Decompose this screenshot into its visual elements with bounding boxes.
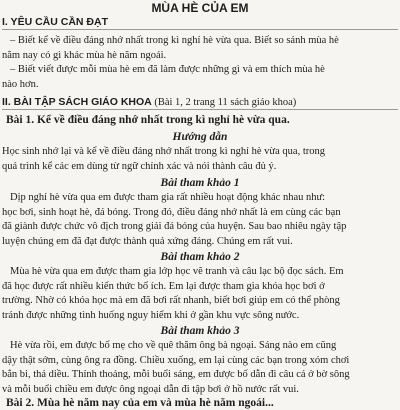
guide-heading: Hướng dẫn	[172, 131, 228, 143]
section-2-heading-text: II. BÀI TẬP SÁCH GIÁO KHOA	[2, 96, 152, 108]
text-line: – Biết kể về điều đáng nhớ nhất trong kì nghỉ hè vừa qua. Biết so sánh mùa hè	[10, 35, 339, 46]
text-line: trường. Nhờ có khóa học mà em đã bơi rất nhanh, biết bơi giúp em có thể phòng	[2, 295, 340, 306]
section-divider	[2, 109, 398, 110]
section-1-heading-text: I. YÊU CẦU CẦN ĐẠT	[2, 16, 108, 28]
text-line: đã học được rất nhiều kiến thức bổ ích. Em lại được tham gia khóa học bơi ở	[2, 280, 325, 292]
text-line: Học sinh nhớ lại và kể về điều đáng nhớ nhất trong kì nghỉ hè vừa qua, trong	[2, 146, 325, 157]
exercise-2-heading: Bài 2. Mùa hè năm nay của em và mùa hè năm ngoái...	[6, 397, 274, 409]
section-2-heading-note: (Bài 1, 2 trang 11 sách giáo khoa)	[151, 97, 297, 108]
reference-2-heading: Bài tham khảo 2	[160, 251, 240, 263]
section-1-heading	[2, 16, 398, 29]
text-line: Dịp nghỉ hè vừa qua em được tham gia rất nhiều hoạt động khác nhau như:	[10, 192, 326, 203]
text-line: học bơi, sinh hoạt hè, đá bóng. Trong đó, điều đáng nhớ nhất là em cùng các bạn	[2, 206, 341, 218]
text-line: tránh được những tình huống nguy hiểm khi ở gần khu vực sông nước.	[2, 309, 300, 321]
text-line: Mùa hè vừa qua em được tham gia lớp học vẽ tranh và câu lạc bộ đọc sách. Em	[10, 266, 344, 277]
reference-3-heading: Bài tham khảo 3	[160, 325, 240, 337]
text-line: Hè vừa rồi, em được bố mẹ cho về quê thăm ông bà ngoại. Sáng nào em cũng	[10, 340, 337, 351]
text-line: năm nay có gì khác mùa hè năm ngoái.	[2, 49, 167, 61]
reference-1-heading: Bài tham khảo 1	[160, 177, 240, 189]
section-2-heading	[2, 96, 398, 109]
guide-body	[2, 145, 396, 174]
text-line: nào hơn.	[2, 78, 39, 90]
text-line: luyện chúng em đã đạt được thành quả xứng đáng. Chúng em rất vui.	[2, 235, 293, 247]
reference-1-body	[2, 191, 396, 249]
exercise-1-heading: Bài 1. Kể về điều đáng nhớ nhất trong kì nghỉ hè vừa qua.	[6, 114, 290, 126]
text-line: – Biết viết được mỗi mùa hè em đã làm được những gì và em thích mùa hè	[10, 64, 325, 75]
text-line: quá trình kể các em dùng từ ngữ chính xác và nói thành câu đủ ý.	[2, 160, 277, 172]
page-title: MÙA HÈ CỦA EM	[151, 1, 249, 15]
text-line: dậy thật sớm, cùng ông ra đồng. Chiều xuống, em lại cùng các bạn trong xóm chơi	[2, 354, 350, 366]
section-divider	[2, 29, 398, 30]
reference-2-body	[2, 265, 396, 323]
text-line: và mỗi buổi chiều em được ông ngoại dẫn đi tập bơi ở hồ nước rất vui.	[2, 383, 299, 395]
reference-3-body	[2, 339, 396, 397]
text-line: bắn bi, thả diều. Thỉnh thoảng, mỗi buổi sáng, em được bố dẫn đi câu cá ở bờ sông	[2, 369, 350, 380]
text-line: đã giành được chức vô địch trong giải đá bóng của huyện. Sau bao nhiêu ngày tập	[2, 221, 347, 232]
section-1-body	[2, 34, 396, 92]
